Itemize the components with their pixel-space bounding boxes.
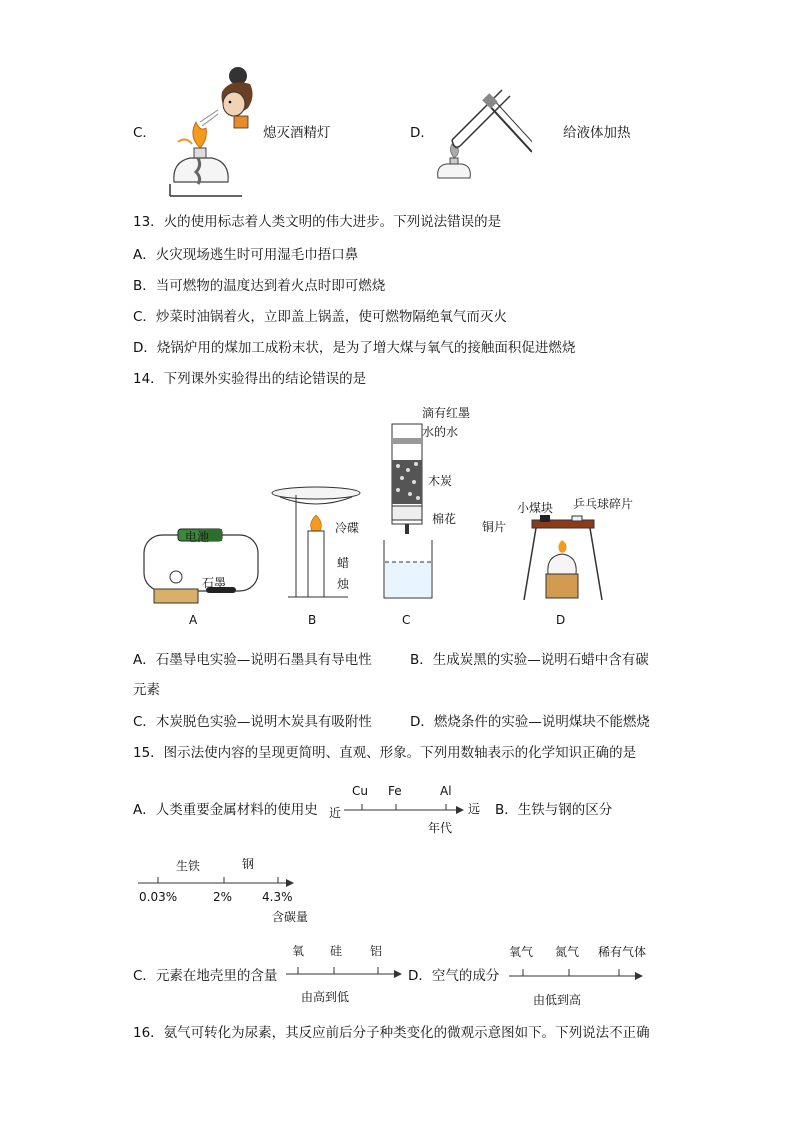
q13-option-d: D．烧锅炉用的煤加工成粉末状，是为了增大煤与氧气的接触面积促进燃烧 — [133, 340, 576, 356]
experiment-b-figure — [268, 485, 368, 605]
q15-option-b: B．生铁与钢的区分 — [495, 802, 613, 818]
q13-option-a: A．火灾现场逃生时可用湿毛巾捂口鼻 — [133, 247, 359, 263]
axis-c-item-oxygen: 氧 — [292, 944, 305, 958]
axis-c-item-silicon: 硅 — [330, 944, 343, 958]
label-copper: 铜片 — [482, 520, 507, 534]
axis-b-tick-1: 0.03% — [139, 890, 178, 904]
q14-option-b-cont: 元素 — [133, 682, 160, 698]
axis-b-item-steel: 钢 — [242, 857, 255, 871]
axis-a-near: 近 — [329, 806, 342, 820]
label-cotton: 棉花 — [432, 512, 457, 526]
axis-a-label: 年代 — [428, 821, 453, 835]
label-red-ink-2: 水的水 — [422, 425, 459, 439]
q15-option-a: A．人类重要金属材料的使用史 — [133, 802, 318, 818]
axis-d-item-oxygen: 氧气 — [509, 945, 534, 959]
question-16-stem: 16．氨气可转化为尿素，其反应前后分子种类变化的微观示意图如下。下列说法不正确 — [133, 1025, 650, 1041]
q13-option-c: C．炒菜时油锅着火，立即盖上锅盖，使可燃物隔绝氧气而灭火 — [133, 309, 507, 325]
q13-option-b: B．当可燃物的温度达到着火点时即可燃烧 — [133, 278, 386, 294]
label-candle-2: 烛 — [337, 577, 350, 591]
label-graphite: 石墨 — [202, 576, 227, 590]
axis-c-label: 由高到低 — [301, 990, 350, 1004]
label-pingpong: 乒乓球碎片 — [573, 497, 634, 511]
axis-d-item-noble-gas: 稀有气体 — [598, 945, 647, 959]
experiment-c-figure — [378, 420, 438, 605]
axis-b-tick-3: 4.3% — [262, 890, 293, 904]
experiment-d-figure — [510, 514, 614, 606]
q14-option-b: B．生成炭黑的实验—说明石蜡中含有碳 — [410, 652, 649, 668]
axis-a-metal-al: Al — [440, 784, 452, 798]
q14-option-a: A．石墨导电实验—说明石墨具有导电性 — [133, 652, 372, 668]
q15-option-d: D．空气的成分 — [408, 968, 500, 984]
label-coal: 小煤块 — [517, 501, 554, 515]
axis-a-metal-fe: Fe — [388, 784, 402, 798]
extinguish-lamp-figure — [160, 62, 260, 202]
q14-option-d: D．燃烧条件的实验—说明煤块不能燃烧 — [410, 714, 650, 730]
label-battery: 电池 — [185, 530, 210, 544]
label-cold-plate: 冷碟 — [335, 521, 360, 535]
axis-d-label: 由低到高 — [533, 993, 582, 1007]
option-c-caption: 熄灭酒精灯 — [263, 125, 331, 141]
q15-option-c: C．元素在地壳里的含量 — [133, 968, 278, 984]
axis-b-line — [138, 875, 298, 891]
axis-b-item-pig-iron: 生铁 — [176, 859, 201, 873]
axis-a-far: 远 — [468, 802, 481, 816]
q14-option-c: C．木炭脱色实验—说明木炭具有吸附性 — [133, 714, 372, 730]
figure-label-a: A — [189, 613, 198, 627]
option-d-caption: 给液体加热 — [563, 125, 631, 141]
axis-c-item-aluminium: 铝 — [370, 944, 383, 958]
axis-a-metal-cu: Cu — [352, 784, 368, 798]
label-candle-1: 蜡 — [337, 556, 350, 570]
question-15-stem: 15．图示法使内容的呈现更简明、直观、形象。下列用数轴表示的化学知识正确的是 — [133, 745, 637, 761]
question-14-stem: 14．下列课外实验得出的结论错误的是 — [133, 371, 367, 387]
figure-label-b: B — [308, 613, 317, 627]
question-13-stem: 13．火的使用标志着人类文明的伟大进步。下列说法错误的是 — [133, 214, 502, 230]
label-red-ink-1: 滴有红墨 — [422, 406, 471, 420]
axis-c-line — [286, 964, 406, 980]
axis-b-label: 含碳量 — [272, 910, 309, 924]
figure-label-d: D — [556, 613, 566, 627]
heat-liquid-figure — [432, 78, 532, 188]
option-d-letter: D． — [410, 125, 434, 141]
figure-label-c: C — [402, 613, 411, 627]
option-c-letter: C． — [133, 125, 156, 141]
label-charcoal: 木炭 — [428, 474, 453, 488]
axis-a-line — [344, 800, 466, 820]
axis-b-tick-2: 2% — [213, 890, 233, 904]
axis-d-item-nitrogen: 氮气 — [555, 945, 580, 959]
axis-d-line — [509, 966, 649, 982]
